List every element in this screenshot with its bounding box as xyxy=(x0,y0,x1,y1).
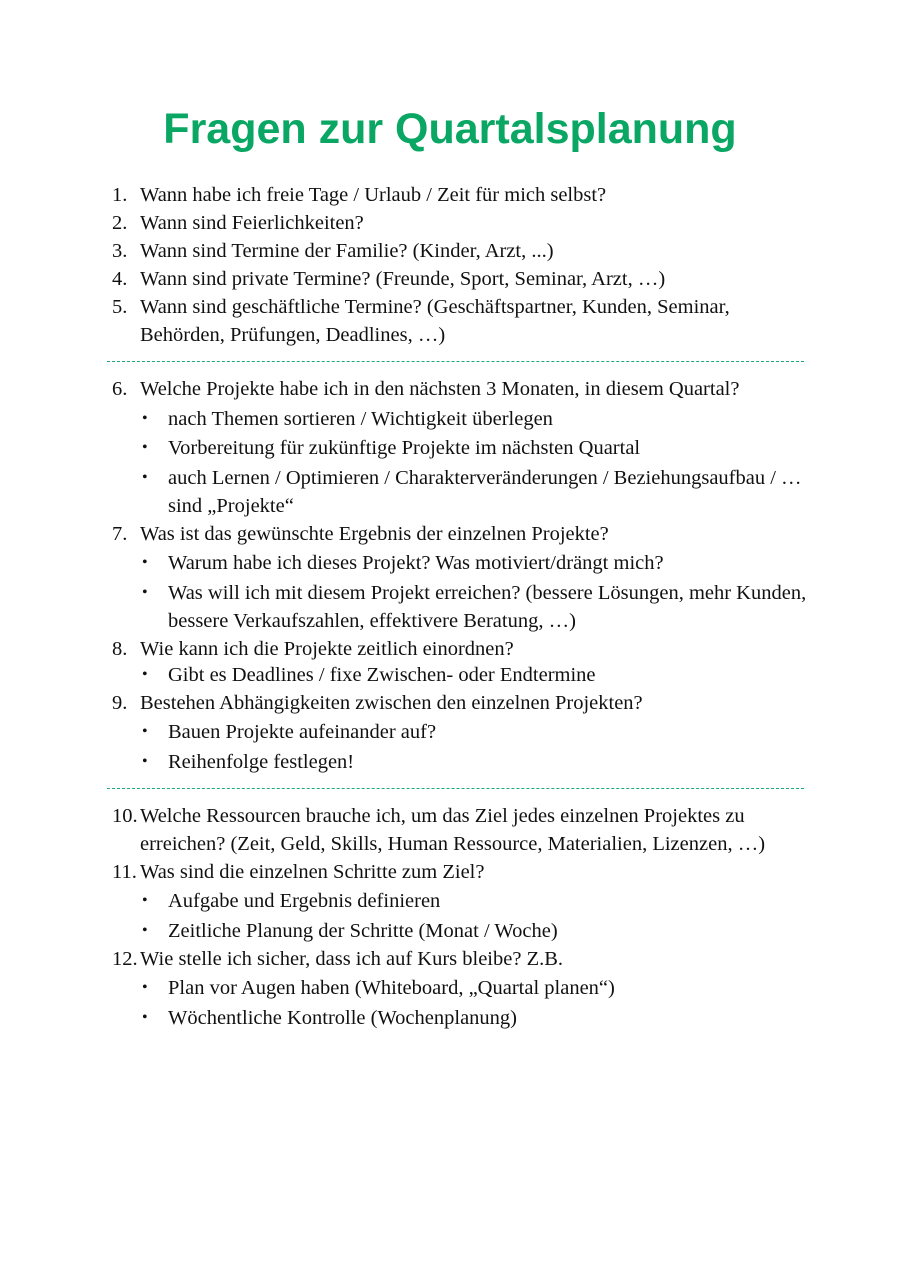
question-8 xyxy=(112,635,812,663)
question-3 xyxy=(112,237,812,265)
bullet-text: Plan vor Augen haben (Whiteboard, „Quartal planen“) xyxy=(168,977,615,999)
question-6 xyxy=(112,375,812,403)
bullet-text: Reihenfolge festlegen! xyxy=(168,750,355,773)
page-title: Fragen zur Quartalsplanung xyxy=(163,105,737,153)
question-number: 2. xyxy=(112,212,128,234)
bullet-icon: • xyxy=(142,665,148,683)
bullet-item xyxy=(112,974,812,1002)
bullet-icon: • xyxy=(142,409,148,427)
question-text: Bestehen Abhängigkeiten zwischen den einzelnen Projekten? xyxy=(140,691,643,714)
bullet-item xyxy=(112,405,812,433)
question-text: Wie kann ich die Projekte zeitlich einordnen? xyxy=(140,637,514,660)
bullet-item xyxy=(112,887,812,915)
bullet-item xyxy=(112,549,812,577)
bullet-text: Bauen Projekte aufeinander auf? xyxy=(168,721,437,743)
question-7 xyxy=(112,520,812,548)
question-12 xyxy=(112,945,812,973)
question-number: 9. xyxy=(112,691,128,714)
bullet-item xyxy=(112,464,812,520)
question-text: Wann sind geschäftliche Termine? (Geschäftspartner, Kunden, Seminar, Behörden, Prüfungen, Deadlines, …) xyxy=(140,296,730,346)
question-text: Wann habe ich freie Tage / Urlaub / Zeit für mich selbst? xyxy=(140,184,607,206)
question-number: 3. xyxy=(112,240,128,262)
question-text: Welche Ressourcen brauche ich, um das Ziel jedes einzelnen Projektes zu erreichen? (Zeit, Geld, Skills, Human Ressource, Materialien, Lizenzen, …) xyxy=(140,804,766,855)
bullet-item xyxy=(112,718,812,746)
question-text: Was ist das gewünschte Ergebnis der einzelnen Projekte? xyxy=(140,522,609,545)
question-text: Welche Projekte habe ich in den nächsten 3 Monaten, in diesem Quartal? xyxy=(140,378,740,400)
question-2 xyxy=(112,209,812,237)
bullet-text: Was will ich mit diesem Projekt erreichen? (bessere Lösungen, mehr Kunden, bessere Verkaufszahlen, effektivere Beratung, …) xyxy=(168,581,807,632)
bullet-text: Warum habe ich dieses Projekt? Was motiviert/drängt mich? xyxy=(168,552,664,574)
question-text: Was sind die einzelnen Schritte zum Ziel? xyxy=(140,860,485,883)
question-number: 11. xyxy=(112,860,137,883)
bullet-item xyxy=(112,917,812,945)
question-number: 12. xyxy=(112,947,138,970)
question-list xyxy=(112,181,812,1032)
bullet-item xyxy=(112,434,812,462)
bullet-text: Vorbereitung für zukünftige Projekte im nächsten Quartal xyxy=(168,437,641,459)
bullet-text: Gibt es Deadlines / fixe Zwischen- oder Endtermine xyxy=(168,663,596,686)
section-2 xyxy=(112,375,812,776)
question-4 xyxy=(112,265,812,293)
question-5 xyxy=(112,293,812,349)
bullet-text: Wöchentliche Kontrolle (Wochenplanung) xyxy=(168,1006,518,1029)
bullet-icon: • xyxy=(142,723,148,740)
bullet-text: Zeitliche Planung der Schritte (Monat / Woche) xyxy=(168,919,558,942)
bullet-icon: • xyxy=(142,439,148,456)
question-1 xyxy=(112,181,812,209)
question-number: 8. xyxy=(112,637,128,660)
question-number: 5. xyxy=(112,296,128,318)
question-text: Wann sind private Termine? (Freunde, Sport, Seminar, Arzt, …) xyxy=(140,268,666,290)
question-text: Wie stelle ich sicher, dass ich auf Kurs bleibe? Z.B. xyxy=(140,947,564,970)
bullet-item xyxy=(112,661,812,689)
bullet-text: nach Themen sortieren / Wichtigkeit überlegen xyxy=(168,407,553,430)
bullet-text: Aufgabe und Ergebnis definieren xyxy=(168,890,441,912)
bullet-item xyxy=(112,1004,812,1032)
bullet-icon: • xyxy=(142,979,148,996)
question-text: Wann sind Termine der Familie? (Kinder, Arzt, ...) xyxy=(140,240,554,262)
bullet-icon: • xyxy=(142,1008,148,1026)
section-divider xyxy=(107,361,804,362)
question-10 xyxy=(112,802,812,858)
question-text: Wann sind Feierlichkeiten? xyxy=(140,212,364,234)
question-number: 1. xyxy=(112,184,128,206)
section-1 xyxy=(112,181,812,349)
bullet-text: auch Lernen / Optimieren / Charakterveränderungen / Beziehungsaufbau / … sind „Projekte“ xyxy=(168,466,802,517)
bullet-item xyxy=(112,579,812,635)
section-divider xyxy=(107,788,804,789)
bullet-icon: • xyxy=(142,583,148,601)
bullet-icon: • xyxy=(142,892,148,909)
question-number: 10. xyxy=(112,804,138,827)
question-11 xyxy=(112,858,812,886)
bullet-icon: • xyxy=(142,752,148,770)
bullet-icon: • xyxy=(142,921,148,939)
question-number: 4. xyxy=(112,268,128,290)
question-9 xyxy=(112,689,812,717)
bullet-icon: • xyxy=(142,468,148,486)
bullet-item xyxy=(112,748,812,776)
question-number: 7. xyxy=(112,522,128,545)
section-3 xyxy=(112,802,812,1032)
bullet-icon: • xyxy=(142,554,148,571)
question-number: 6. xyxy=(112,378,128,400)
